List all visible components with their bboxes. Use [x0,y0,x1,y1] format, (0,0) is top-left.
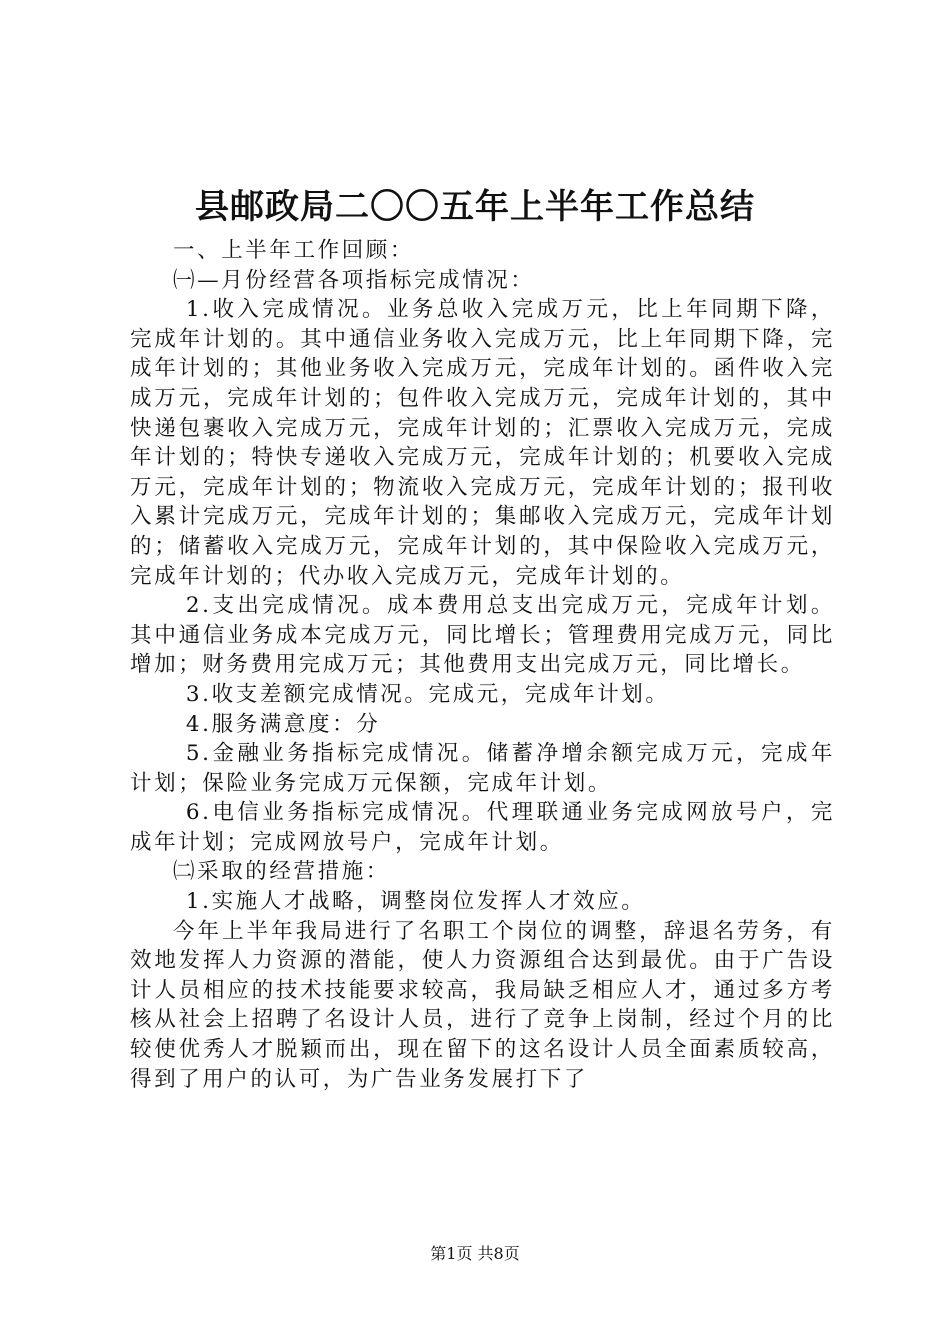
paragraph-telecom: 6.电信业务指标完成情况。代理联通业务完成网放号户，完成年计划；完成网放号户，完成年计划。 [130,800,835,855]
paragraph-income: 1.收入完成情况。业务总收入完成万元，比上年同期下降，完成年计划的。其中通信业务收入完成万元，比上年同期下降，完成年计划的；其他业务收入完成万元，完成年计划的。函件收入完成万元，完成年计划的；包件收入完成万元，完成年计划的，其中快递包裹收入完成万元，完成年计划的；汇票收入完成万元，完成年计划的；特快专递收入完成万元，完成年计划的；机要收入完成万元，完成年计划的；物流收入完成万元，完成年计划的；报刊收入累计完成万元，完成年计划的；集邮收入完成万元，完成年计划的；储蓄收入完成万元，完成年计划的，其中保险收入完成万元，完成年计划的；代办收入完成万元，完成年计划的。 [130,297,835,589]
paragraph-expenditure: 2.支出完成情况。成本费用总支出完成万元，完成年计划。其中通信业务成本完成万元，同比增长；管理费用完成万元，同比增加；财务费用完成万元；其他费用支出完成万元，同比增长。 [130,593,835,678]
page-footer: 第1页 共8页 [430,1244,520,1263]
subsection-heading-measures: ㈡采取的经营措施： [173,859,390,885]
paragraph-balance: 3.收支差额完成情况。完成元，完成年计划。 [185,681,670,707]
subsection-heading-indicators: ㈠—月份经营各项指标完成情况： [173,267,535,293]
paragraph-finance: 5.金融业务指标完成情况。储蓄净增余额完成万元，完成年计划；保险业务完成万元保额，完成年计划。 [130,741,835,796]
document-body [130,236,835,1094]
section-heading-review: 一、上半年工作回顾： [173,238,415,263]
document-title: 县邮政局二〇〇五年上半年工作总结 [195,187,755,227]
paragraph-talent-strategy: 1.实施人才战略，调整岗位发挥人才效应。 [185,889,646,915]
paragraph-talent-detail: 今年上半年我局进行了名职工个岗位的调整，辞退名劳务，有效地发挥人力资源的潜能，使人力资源组合达到最优。由于广告设计人员相应的技术技能要求较高，我局缺乏相应人才，通过多方考核从社会上招聘了名设计人员，进行了竞争上岗制，经过个月的比较使优秀人才脱颖而出，现在留下的这名设计人员全面素质较高，得到了用户的认可，为广告业务发展打下了 [130,918,835,1092]
paragraph-satisfaction: 4.服务满意度：分 [185,711,381,737]
